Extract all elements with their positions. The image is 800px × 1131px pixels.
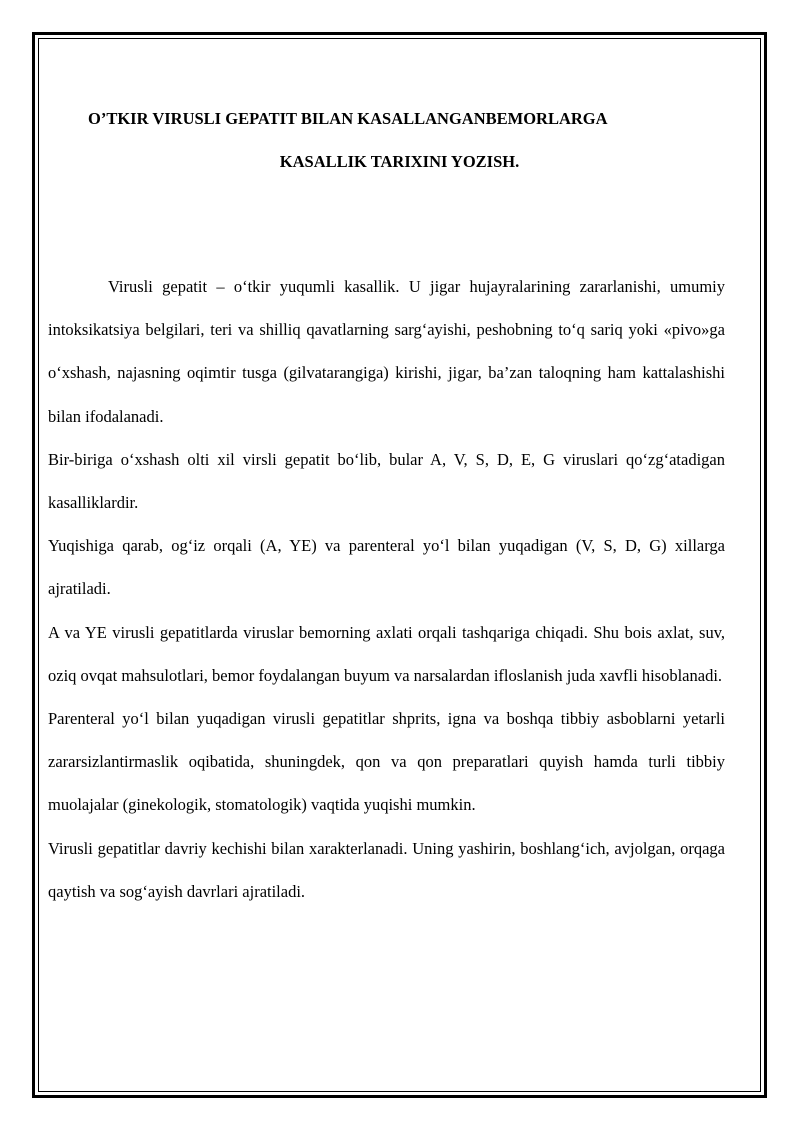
paragraph-4: A va YE virusli gepatitlarda viruslar bemorning axlati orqali tashqariga chiqadi. Shu bois axlat, suv, oziq ovqat mahsulotlari, bemor foydalangan buyum va narsalardan ifloslanish juda xavfli hisoblanadi. [48,622,725,685]
page-border-frame [32,32,767,1098]
document-title [55,97,744,183]
paragraph-2: Bir-biriga o‘xshash olti xil virsli gepatit bo‘lib, bular A, V, S, D, E, G viruslari qo‘zg‘atadigan kasalliklardir. [48,449,725,513]
paragraph-1: Virusli gepatit – o‘tkir yuqumli kasallik. U jigar hujayralarining zararlanishi, umumiy intoksikatsiya belgilari, teri va shilliq qavatlarning sarg‘ayishi, peshobning to‘q sariq yoki «pivo»ga o‘xshash, najasning oqimtir tusga (gilvatarangiga) kirishi, jigar, ba’zan taloqning ham kattalashishi bilan ifodalanadi. [48,277,725,426]
paragraph-5: Parenteral yo‘l bilan yuqadigan virusli gepatitlar shprits, igna va boshqa tibbiy asboblarni yetarli zararsizlantirmaslik oqibatida, shuningdek, qon va qon preparatlari quyish hamda turli tibbiy muolajalar (ginekologik, stomatologik) vaqtida yuqishi mumkin. [48,709,725,815]
paragraph-6: Virusli gepatitlar davriy kechishi bilan xarakterlanadi. Uning yashirin, boshlang‘ich, avjolgan, orqaga qaytish va sog‘ayish davrlari ajratiladi. [48,838,725,901]
paragraph-3: Yuqishiga qarab, og‘iz orqali (A, YE) va parenteral yo‘l bilan yuqadigan (V, S, D, G) xillarga ajratiladi. [48,536,725,599]
title-line-1: O’TKIR VIRUSLI GEPATIT BILAN KASALLANGANBEMORLARGA [88,109,608,128]
document-body [48,265,725,913]
title-line-2: KASALLIK TARIXINI YOZISH. [279,152,520,171]
